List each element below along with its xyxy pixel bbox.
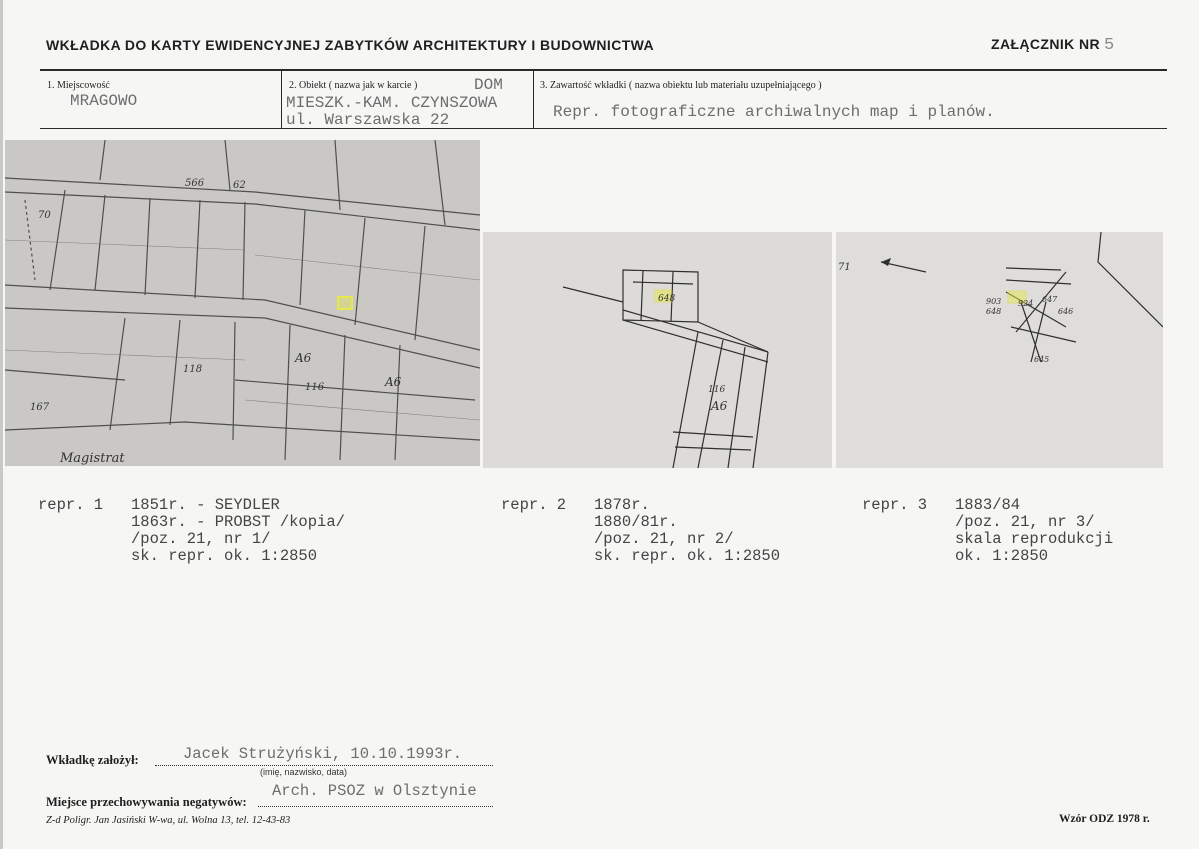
- map-2-label: A6: [711, 399, 728, 413]
- map-3-label: 647: [1042, 295, 1058, 304]
- table-top-rule: [40, 69, 1167, 71]
- caption-1-line: /poz. 21, nr 1/: [131, 530, 271, 548]
- caption-1-line: 1863r. - PROBST /kopia/: [131, 513, 345, 531]
- map-1-label: 70: [38, 210, 51, 221]
- caption-3-line: 1883/84: [955, 496, 1021, 514]
- annex-label-text: ZAŁĄCZNIK NR: [991, 36, 1101, 52]
- map-1-label: 566: [185, 178, 205, 189]
- field-1-label: 1. Miejscowość: [47, 80, 110, 91]
- caption-2-label: repr. 2: [501, 496, 567, 514]
- table-divider-1: [281, 70, 282, 128]
- caption-1-line: 1851r. - SEYDLER: [131, 496, 280, 514]
- map-1-label: Magistrat: [60, 451, 125, 466]
- caption-2-line: 1880/81r.: [594, 513, 678, 531]
- map-reproduction-1: [5, 140, 480, 466]
- caption-3-line: /poz. 21, nr 3/: [955, 513, 1095, 531]
- map-3-drawing: [836, 232, 1163, 468]
- map-1-label: 118: [183, 364, 203, 375]
- map-2-drawing: [483, 232, 832, 468]
- annex-label: [991, 36, 1115, 55]
- caption-2-line: 1878r.: [594, 496, 650, 514]
- caption-3-line: ok. 1:2850: [955, 547, 1049, 565]
- card-edge: [0, 0, 3, 849]
- map-3-label: 645: [1034, 355, 1050, 364]
- map-3-label: 924: [1018, 299, 1034, 308]
- map-1-label: 62: [233, 180, 246, 191]
- caption-1-label: repr. 1: [38, 496, 104, 514]
- map-3-label: 903: [986, 297, 1002, 306]
- map-2-label: 116: [708, 385, 726, 395]
- map-1-drawing: [5, 140, 480, 466]
- storage-label: Miejsce przechowywania negatywów:: [46, 795, 247, 809]
- table-divider-2: [533, 70, 534, 128]
- creator-label: Wkładkę założył:: [46, 753, 139, 767]
- field-3-value: Repr. fotograficzne archiwalnych map i planów.: [553, 103, 995, 121]
- map-1-label: A6: [295, 351, 312, 365]
- storage-dotted-line: [258, 806, 493, 807]
- map-3-label: 646: [1058, 307, 1074, 316]
- caption-3-label: repr. 3: [862, 496, 928, 514]
- field-3-label: 3. Zawartość wkładki ( nazwa obiektu lub materiału uzupełniającego ): [540, 80, 822, 91]
- field-2-label: 2. Obiekt ( nazwa jak w karcie ): [289, 80, 418, 91]
- map-1-label: 116: [305, 382, 325, 393]
- form-title: WKŁADKA DO KARTY EWIDENCYJNEJ ZABYTKÓW ARCHITEKTURY I BUDOWNICTWA: [46, 37, 655, 53]
- field-1-value: MRAGOWO: [70, 92, 138, 110]
- caption-1-line: sk. repr. ok. 1:2850: [131, 547, 318, 565]
- field-2-value-line3: ul. Warszawska 22: [286, 111, 450, 129]
- field-2-value-line1: DOM: [474, 76, 503, 94]
- map-1-label: 167: [30, 402, 50, 413]
- caption-2-line: /poz. 21, nr 2/: [594, 530, 734, 548]
- table-bottom-rule: [40, 128, 1167, 129]
- storage-value: Arch. PSOZ w Olsztynie: [272, 782, 477, 800]
- creator-dotted-line: [155, 765, 493, 766]
- map-1-label: A6: [385, 375, 402, 389]
- caption-2-line: sk. repr. ok. 1:2850: [594, 547, 781, 565]
- creator-hint: (imię, nazwisko, data): [260, 767, 348, 777]
- field-2-value-line2: MIESZK.-KAM. CZYNSZOWA: [286, 94, 498, 112]
- map-reproduction-3: [836, 232, 1163, 468]
- map-3-label: 71: [838, 262, 851, 273]
- annex-number: 5: [1104, 36, 1115, 55]
- creator-value: Jacek Strużyński, 10.10.1993r.: [183, 745, 463, 763]
- map-3-label: 648: [986, 307, 1002, 316]
- map-reproduction-2: [483, 232, 832, 468]
- map-2-label: 648: [658, 294, 676, 304]
- form-template-id: Wzór ODZ 1978 r.: [1059, 813, 1150, 825]
- caption-3-line: skala reprodukcji: [955, 530, 1114, 548]
- printer-imprint: Z-d Poligr. Jan Jasiński W-wa, ul. Wolna 13, tel. 12-43-83: [46, 815, 291, 826]
